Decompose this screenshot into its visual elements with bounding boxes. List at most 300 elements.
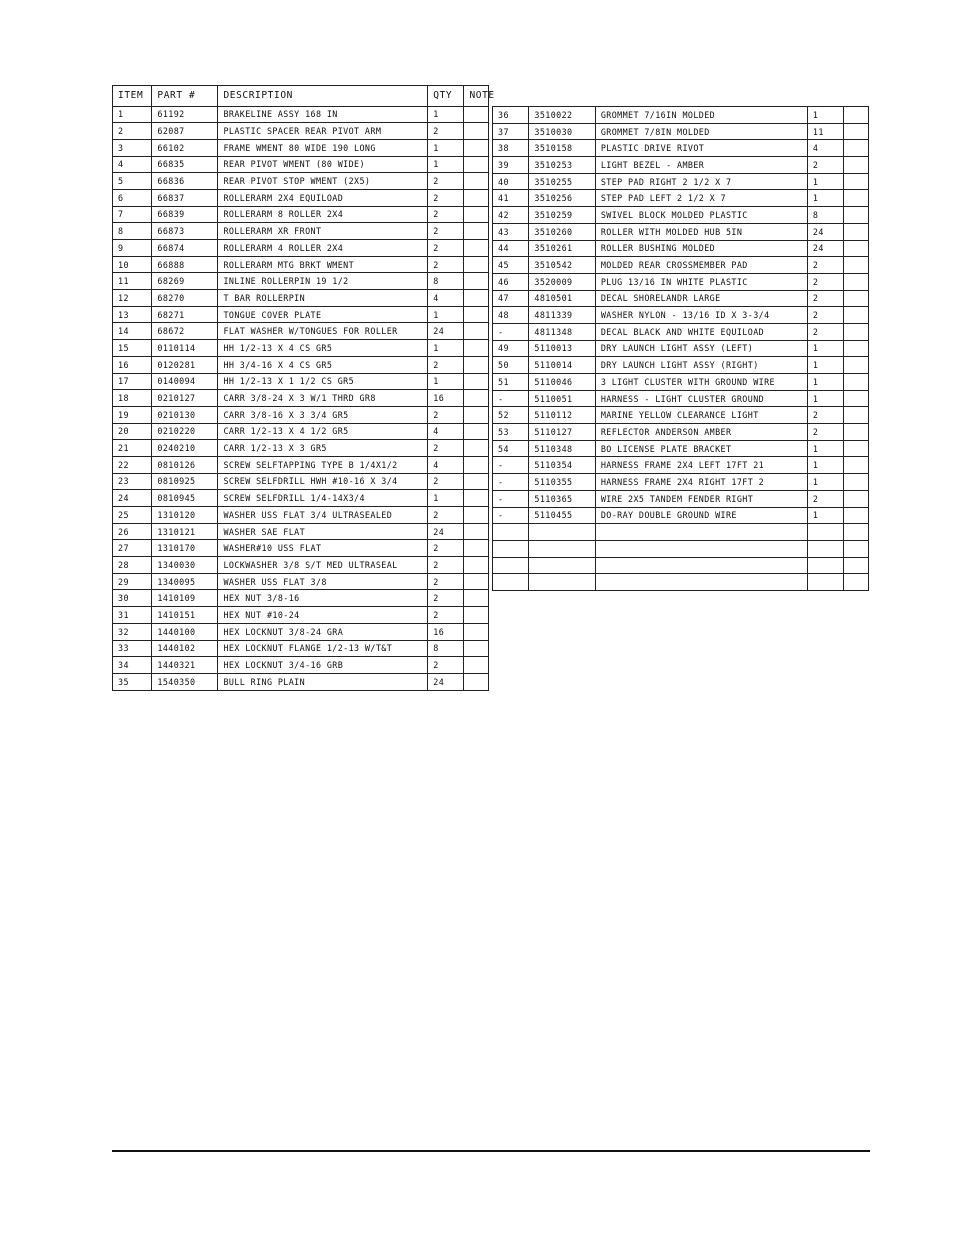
cell-note [844,240,869,257]
cell-item: 17 [113,373,152,390]
cell-part-number [529,524,595,541]
table-row [113,657,489,674]
cell-part-number: 66874 [152,240,218,257]
cell-item: 8 [113,223,152,240]
table-row [113,440,489,457]
cell-qty: 1 [428,373,464,390]
table-row [113,406,489,423]
cell-description: HARNESS - LIGHT CLUSTER GROUND [595,390,807,407]
cell-description: SCREW SELFDRILL 1/4-14X3/4 [218,490,428,507]
cell-part-number: 0810945 [152,490,218,507]
cell-part-number: 66836 [152,173,218,190]
cell-qty: 2 [428,473,464,490]
cell-qty: 1 [807,107,843,124]
cell-note [844,557,869,574]
table-row [113,423,489,440]
cell-note [464,523,489,540]
cell-item: 51 [493,374,529,391]
table-row [493,323,869,340]
cell-qty: 4 [428,423,464,440]
cell-note [844,407,869,424]
cell-description: BRAKELINE ASSY 168 IN [218,106,428,123]
cell-note [844,490,869,507]
cell-description: SCREW SELFTAPPING TYPE B 1/4X1/2 [218,456,428,473]
table-row [113,223,489,240]
cell-description [595,574,807,591]
cell-item: 36 [493,107,529,124]
cell-qty: 24 [807,223,843,240]
table-row [493,407,869,424]
cell-item: 53 [493,424,529,441]
cell-description: HEX LOCKNUT FLANGE 1/2-13 W/T&T [218,640,428,657]
cell-qty: 1 [807,390,843,407]
cell-note [464,106,489,123]
cell-note [464,123,489,140]
cell-part-number: 0810925 [152,473,218,490]
cell-note [464,623,489,640]
cell-item: 1 [113,106,152,123]
cell-note [464,440,489,457]
cell-item: 38 [493,140,529,157]
table-row [493,390,869,407]
cell-qty: 2 [428,573,464,590]
table-row [493,540,869,557]
cell-item: 19 [113,406,152,423]
table-row [113,490,489,507]
cell-note [464,406,489,423]
cell-description: CARR 3/8-16 X 3 3/4 GR5 [218,406,428,423]
table-row [113,290,489,307]
cell-note [844,157,869,174]
table-row [493,290,869,307]
cell-part-number: 3510256 [529,190,595,207]
table-row [493,207,869,224]
cell-note [464,340,489,357]
cell-description: HEX LOCKNUT 3/8-24 GRA [218,623,428,640]
cell-note [464,223,489,240]
cell-description: BO LICENSE PLATE BRACKET [595,440,807,457]
cell-item: 13 [113,306,152,323]
cell-note [844,323,869,340]
cell-description: WIRE 2X5 TANDEM FENDER RIGHT [595,490,807,507]
cell-item: 39 [493,157,529,174]
cell-part-number: 66837 [152,189,218,206]
cell-description: ROLLERARM MTG BRKT WMENT [218,256,428,273]
cell-description: T BAR ROLLERPIN [218,290,428,307]
cell-note [844,390,869,407]
cell-part-number: 66873 [152,223,218,240]
cell-note [464,206,489,223]
cell-qty: 1 [428,139,464,156]
cell-part-number: 0810126 [152,456,218,473]
cell-item: 29 [113,573,152,590]
cell-item: 22 [113,456,152,473]
table-row [493,190,869,207]
cell-description: MARINE YELLOW CLEARANCE LIGHT [595,407,807,424]
table-row [493,507,869,524]
table-row [493,574,869,591]
cell-note [464,423,489,440]
cell-item: 10 [113,256,152,273]
table-row [113,573,489,590]
cell-part-number: 3510255 [529,173,595,190]
cell-part-number: 0140094 [152,373,218,390]
cell-qty: 24 [807,240,843,257]
cell-note [844,540,869,557]
cell-description: REAR PIVOT STOP WMENT (2X5) [218,173,428,190]
cell-description: HH 1/2-13 X 1 1/2 CS GR5 [218,373,428,390]
cell-item: 18 [113,390,152,407]
cell-description: CARR 1/2-13 X 4 1/2 GR5 [218,423,428,440]
cell-part-number: 5110365 [529,490,595,507]
cell-note [464,373,489,390]
cell-qty: 1 [807,357,843,374]
cell-description: WASHER USS FLAT 3/8 [218,573,428,590]
cell-part-number: 68270 [152,290,218,307]
cell-item: 43 [493,223,529,240]
cell-part-number: 5110455 [529,507,595,524]
cell-part-number: 66835 [152,156,218,173]
cell-qty: 2 [807,273,843,290]
cell-part-number [529,540,595,557]
cell-qty: 4 [428,290,464,307]
table-row [113,673,489,690]
cell-description [595,557,807,574]
table-row [113,523,489,540]
cell-note [464,273,489,290]
cell-item: 32 [113,623,152,640]
cell-qty: 1 [807,474,843,491]
cell-item: 9 [113,240,152,257]
cell-item: 30 [113,590,152,607]
table-row [493,173,869,190]
cell-description: DRY LAUNCH LIGHT ASSY (RIGHT) [595,357,807,374]
cell-qty: 2 [428,440,464,457]
cell-qty [807,574,843,591]
cell-item: 16 [113,356,152,373]
cell-item: 14 [113,323,152,340]
cell-description: REFLECTOR ANDERSON AMBER [595,424,807,441]
table-row [113,473,489,490]
cell-qty: 1 [428,490,464,507]
cell-item: 31 [113,607,152,624]
cell-note [464,557,489,574]
cell-description: PLASTIC SPACER REAR PIVOT ARM [218,123,428,140]
cell-qty: 2 [428,607,464,624]
cell-part-number: 66102 [152,139,218,156]
cell-description: REAR PIVOT WMENT (80 WIDE) [218,156,428,173]
cell-description: INLINE ROLLERPIN 19 1/2 [218,273,428,290]
cell-part-number: 4811339 [529,307,595,324]
cell-item: 6 [113,189,152,206]
table-row [113,557,489,574]
table-row [493,457,869,474]
cell-qty: 8 [807,207,843,224]
table-row [113,240,489,257]
table-row [113,623,489,640]
cell-note [844,507,869,524]
cell-note [464,473,489,490]
cell-description: 3 LIGHT CLUSTER WITH GROUND WIRE [595,374,807,391]
table-row [113,123,489,140]
cell-part-number: 3510158 [529,140,595,157]
cell-note [844,190,869,207]
cell-item: 26 [113,523,152,540]
cell-qty: 2 [807,407,843,424]
cell-description: TONGUE COVER PLATE [218,306,428,323]
header-qty: QTY [428,86,464,107]
cell-note [844,524,869,541]
cell-qty: 2 [807,424,843,441]
cell-note [844,140,869,157]
cell-part-number: 1410151 [152,607,218,624]
cell-part-number: 5110112 [529,407,595,424]
cell-item [493,574,529,591]
cell-note [464,673,489,690]
cell-description: STEP PAD RIGHT 2 1/2 X 7 [595,173,807,190]
cell-description: ROLLERARM 2X4 EQUILOAD [218,189,428,206]
table-row [493,424,869,441]
cell-description: CARR 3/8-24 X 3 W/1 THRD GR8 [218,390,428,407]
cell-description: DO-RAY DOUBLE GROUND WIRE [595,507,807,524]
cell-part-number: 3510022 [529,107,595,124]
cell-note [464,356,489,373]
cell-note [464,490,489,507]
table-row [493,157,869,174]
cell-item: - [493,457,529,474]
cell-part-number: 0210220 [152,423,218,440]
table-row [493,307,869,324]
cell-part-number: 1340095 [152,573,218,590]
cell-item: - [493,390,529,407]
cell-qty: 2 [807,257,843,274]
cell-description: WASHER#10 USS FLAT [218,540,428,557]
cell-description: HH 3/4-16 X 4 CS GR5 [218,356,428,373]
cell-note [844,123,869,140]
table-row [493,524,869,541]
cell-part-number: 1540350 [152,673,218,690]
cell-part-number: 0210127 [152,390,218,407]
cell-item: 48 [493,307,529,324]
cell-item: 49 [493,340,529,357]
cell-part-number: 3510030 [529,123,595,140]
cell-note [464,390,489,407]
cell-description: DRY LAUNCH LIGHT ASSY (LEFT) [595,340,807,357]
cell-note [844,207,869,224]
cell-note [464,640,489,657]
cell-part-number: 5110051 [529,390,595,407]
cell-item [493,524,529,541]
table-row [493,123,869,140]
cell-item: 2 [113,123,152,140]
table-row [113,256,489,273]
table-row [493,357,869,374]
cell-description: HEX NUT #10-24 [218,607,428,624]
cell-note [844,257,869,274]
cell-part-number: 3520009 [529,273,595,290]
table-row [493,273,869,290]
cell-qty: 2 [428,189,464,206]
cell-part-number: 5110046 [529,374,595,391]
cell-part-number: 4811348 [529,323,595,340]
cell-part-number: 0110114 [152,340,218,357]
footer-rule [112,1150,870,1152]
cell-note [844,290,869,307]
cell-qty: 2 [428,557,464,574]
cell-qty: 2 [428,123,464,140]
cell-part-number: 1340030 [152,557,218,574]
table-row [113,139,489,156]
cell-note [844,273,869,290]
cell-item: 20 [113,423,152,440]
table-row [493,490,869,507]
cell-qty: 2 [428,223,464,240]
cell-description: DECAL SHORELANDR LARGE [595,290,807,307]
cell-description: SWIVEL BLOCK MOLDED PLASTIC [595,207,807,224]
table-row [113,590,489,607]
cell-qty: 2 [807,290,843,307]
cell-qty: 16 [428,390,464,407]
parts-table-right-body [493,107,869,591]
cell-qty: 24 [428,523,464,540]
cell-note [464,607,489,624]
cell-note [844,307,869,324]
cell-qty: 1 [428,156,464,173]
cell-qty: 2 [807,307,843,324]
cell-note [464,256,489,273]
cell-item: 5 [113,173,152,190]
cell-note [844,457,869,474]
cell-note [464,139,489,156]
cell-note [464,189,489,206]
cell-item [493,540,529,557]
parts-table-right [492,106,869,591]
cell-qty: 4 [807,140,843,157]
cell-part-number: 5110354 [529,457,595,474]
cell-part-number: 68269 [152,273,218,290]
cell-qty: 2 [428,540,464,557]
cell-description: LIGHT BEZEL - AMBER [595,157,807,174]
cell-qty: 2 [428,406,464,423]
cell-part-number: 1440321 [152,657,218,674]
cell-qty: 1 [807,374,843,391]
table-row [493,240,869,257]
header-note: NOTE [464,86,489,107]
cell-qty: 24 [428,323,464,340]
cell-part-number: 0240210 [152,440,218,457]
cell-part-number: 3510542 [529,257,595,274]
table-row [113,206,489,223]
table-row [493,223,869,240]
table-row [493,340,869,357]
cell-qty: 2 [428,657,464,674]
cell-part-number: 5110013 [529,340,595,357]
cell-note [844,474,869,491]
cell-item: 11 [113,273,152,290]
cell-qty: 2 [807,157,843,174]
cell-item: - [493,490,529,507]
cell-description: GROMMET 7/16IN MOLDED [595,107,807,124]
cell-note [844,374,869,391]
cell-qty: 2 [807,323,843,340]
table-row [493,257,869,274]
cell-item: 41 [493,190,529,207]
cell-description: ROLLERARM XR FRONT [218,223,428,240]
cell-description: GROMMET 7/8IN MOLDED [595,123,807,140]
cell-description: FLAT WASHER W/TONGUES FOR ROLLER [218,323,428,340]
cell-note [464,657,489,674]
cell-item: 34 [113,657,152,674]
cell-description: HARNESS FRAME 2X4 LEFT 17FT 21 [595,457,807,474]
cell-item: 12 [113,290,152,307]
table-row [113,189,489,206]
cell-qty: 2 [428,256,464,273]
cell-item: 24 [113,490,152,507]
cell-note [844,574,869,591]
cell-note [464,306,489,323]
cell-note [844,340,869,357]
table-row [113,173,489,190]
cell-description: PLASTIC DRIVE RIVOT [595,140,807,157]
table-row [113,640,489,657]
cell-item: 40 [493,173,529,190]
cell-item: 27 [113,540,152,557]
cell-part-number: 1310120 [152,507,218,524]
table-row [113,156,489,173]
table-row [493,140,869,157]
cell-note [464,240,489,257]
cell-note [844,424,869,441]
cell-description: ROLLER BUSHING MOLDED [595,240,807,257]
table-row [113,106,489,123]
cell-description: HARNESS FRAME 2X4 RIGHT 17FT 2 [595,474,807,491]
cell-note [464,290,489,307]
cell-part-number: 0210130 [152,406,218,423]
table-row [113,390,489,407]
cell-qty: 1 [807,457,843,474]
cell-item: - [493,323,529,340]
cell-note [464,156,489,173]
cell-part-number: 5110348 [529,440,595,457]
cell-qty: 1 [428,306,464,323]
cell-part-number: 5110127 [529,424,595,441]
cell-description: MOLDED REAR CROSSMEMBER PAD [595,257,807,274]
cell-part-number: 3510259 [529,207,595,224]
cell-qty [807,540,843,557]
cell-description [595,540,807,557]
cell-item: 3 [113,139,152,156]
cell-qty [807,524,843,541]
cell-qty: 8 [428,273,464,290]
table-row [113,540,489,557]
cell-part-number [529,574,595,591]
cell-part-number: 62087 [152,123,218,140]
cell-item: 46 [493,273,529,290]
parts-table-left-body [113,106,489,690]
table-row [113,507,489,524]
cell-qty: 1 [807,173,843,190]
cell-item [493,557,529,574]
cell-part-number: 3510253 [529,157,595,174]
cell-qty: 1 [807,340,843,357]
cell-qty: 1 [807,190,843,207]
cell-item: 54 [493,440,529,457]
cell-part-number: 1310121 [152,523,218,540]
cell-part-number: 5110355 [529,474,595,491]
cell-item: 50 [493,357,529,374]
header-description: DESCRIPTION [218,86,428,107]
cell-qty: 11 [807,123,843,140]
